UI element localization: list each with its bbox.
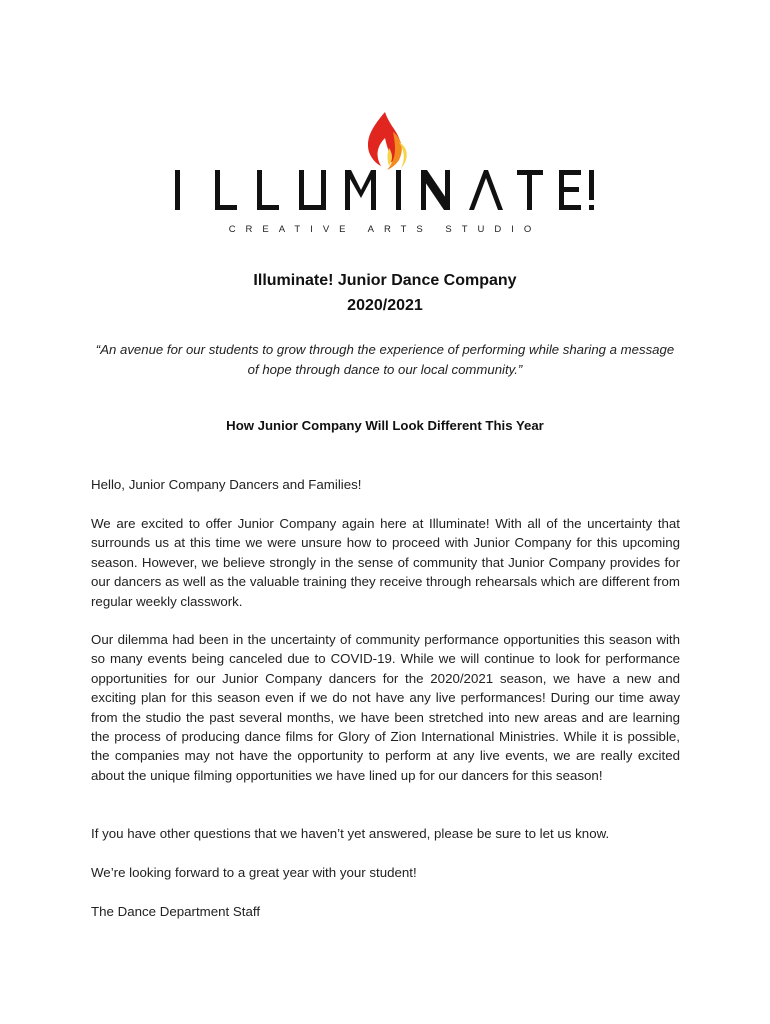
section-heading: How Junior Company Will Look Different This Year <box>226 418 544 433</box>
flame-icon <box>368 112 407 170</box>
flame-logo-graphic <box>175 108 595 238</box>
illuminate-logo <box>0 108 770 238</box>
page-title: Illuminate! Junior Dance Company <box>253 272 517 289</box>
letter-paragraph-2: Our dilemma had been in the uncertainty of community performance opportunities this season with so many events being canceled due to COVID-19. While we will continue to look for performance opportunities for our Junior Company dancers for the 2020/2021 season, we have a new and exciting plan for this season even if we do not have any live performances! During our time away from the studio the past several months, we have been stretched into new areas and are learning the process of producing dance films for Glory of Zion International Ministries. While it is possible, the companies may not have the opportunity to perform at any live events, we are really excited about the unique filming opportunities we have lined up for our dancers for this season! <box>91 632 680 783</box>
logo-tagline: CREATIVE ARTS STUDIO <box>228 224 542 235</box>
letter-paragraph-4: We’re looking forward to a great year with your student! <box>91 865 417 880</box>
letter-greeting: Hello, Junior Company Dancers and Families! <box>91 477 362 492</box>
letter-signature: The Dance Department Staff <box>91 904 261 919</box>
mission-quote: “An avenue for our students to grow through the experience of performing while sharing a message of hope through dance to our local community.” <box>95 342 675 377</box>
letter-paragraph-1: We are excited to offer Junior Company again here at Illuminate! With all of the uncertainty that surrounds us at this time we were unsure how to proceed with Junior Company for this upcoming season. However, we believe strongly in the sense of community that Junior Company provides for our dancers as well as the valuable training they receive through rehearsals which are different from regular weekly classwork. <box>91 516 680 609</box>
season-label: 2020/2021 <box>347 297 423 314</box>
wordmark-glyphs <box>175 170 594 210</box>
letter-paragraph-3: If you have other questions that we haven’t yet answered, please be sure to let us know. <box>91 826 610 841</box>
